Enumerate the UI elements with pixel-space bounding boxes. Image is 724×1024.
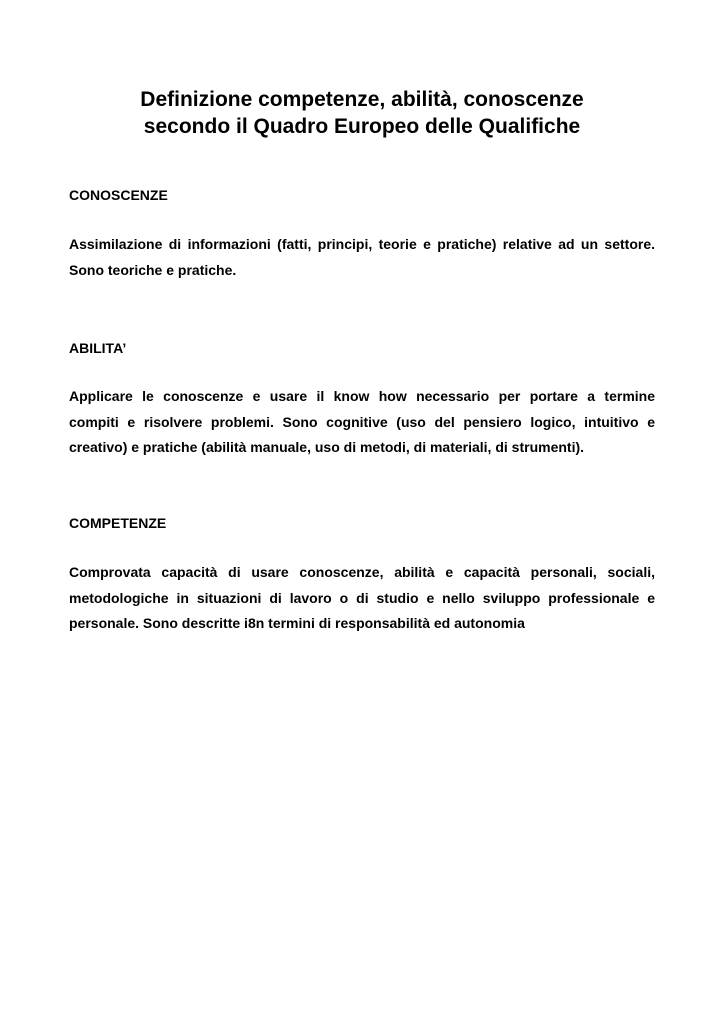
body-line: Comprovata capacità di usare conoscenze, abilità e capacità personali, sociali, (69, 564, 655, 580)
section-heading-conoscenze: CONOSCENZE (69, 187, 168, 203)
section-body-abilita (69, 384, 655, 461)
body-line: creativo) e pratiche (abilità manuale, uso di metodi, di materiali, di strumenti). (69, 439, 585, 455)
body-line: metodologiche in situazioni di lavoro o di studio e nello sviluppo professionale e (69, 589, 655, 606)
page-title-line-1: Definizione competenze, abilità, conoscenze (140, 88, 584, 111)
section-heading-competenze: COMPETENZE (69, 515, 167, 531)
section-body-competenze (69, 560, 655, 637)
page-title (69, 86, 655, 140)
body-line: Applicare le conoscenze e usare il know how necessario per portare a termine (69, 388, 655, 404)
body-line: Assimilazione di informazioni (fatti, principi, teorie e pratiche) relative ad un settore. (69, 236, 655, 252)
page-title-line-2: secondo il Quadro Europeo delle Qualifiche (143, 115, 581, 138)
section-body-conoscenze (69, 232, 655, 283)
body-line: compiti e risolvere problemi. Sono cognitive (uso del pensiero logico, intuitivo e (69, 413, 655, 430)
section-heading-abilita: ABILITA’ (69, 340, 127, 356)
body-line: personale. Sono descritte i8n termini di responsabilità ed autonomia (69, 615, 525, 631)
body-line: Sono teoriche e pratiche. (69, 261, 237, 278)
